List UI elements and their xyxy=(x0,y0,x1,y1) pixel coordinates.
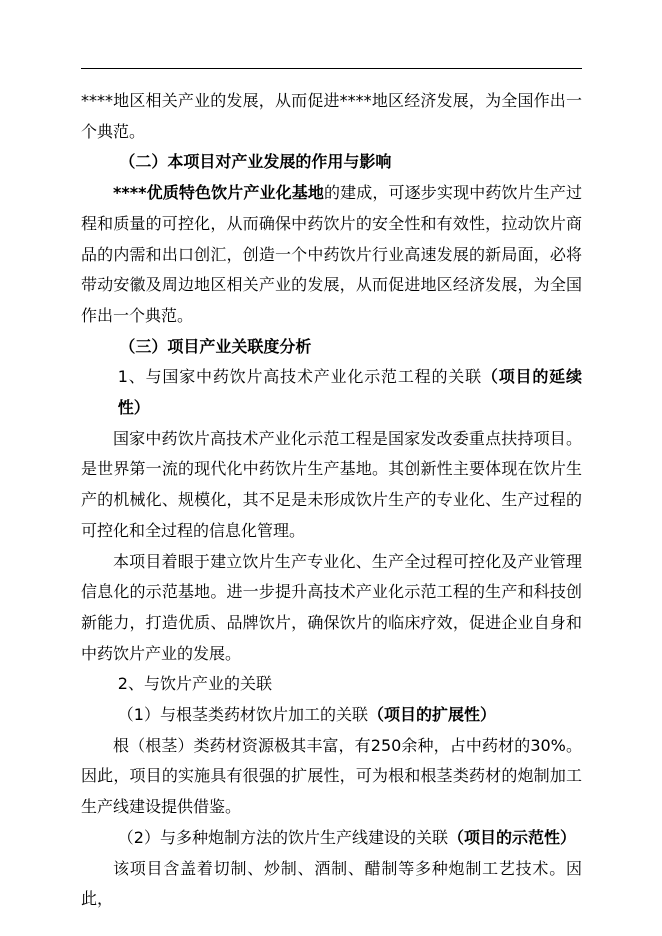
header-rule xyxy=(81,68,582,69)
paragraph-text: 的建成，可逐步实现中药饮片生产过程和质量的可控化，从而确保中药饮片的安全性和有效性，拉动饮片商品的内需和出口创汇，创造一个中药饮片行业高速发展的新局面，必将带动安徽及周边地区相关产业的发展，从而促进地区经济发展，为全国作出一个典范。 xyxy=(81,183,582,325)
section-heading-3 xyxy=(81,332,582,363)
heading-text: （三）项目产业关联度分析 xyxy=(119,336,312,356)
bold-lead-text: ****优质特色饮片产业化基地 xyxy=(113,183,325,203)
paragraph-national-project xyxy=(81,424,582,547)
paragraph-project-focus xyxy=(81,547,582,670)
paragraph-impact xyxy=(81,178,582,332)
paragraph-root-materials xyxy=(81,731,582,823)
section-heading-2 xyxy=(81,147,582,178)
subsection-1-title xyxy=(81,362,582,423)
subsection-text: 2、与饮片产业的关联 xyxy=(117,674,272,694)
paragraph-text: 本项目着眼于建立饮片生产专业化、生产全过程可控化及产业管理信息化的示范基地。进一步提升高技术产业化示范工程的生产和科技创新能力，打造优质、品牌饮片，确保饮片的临床疗效，促进企业自身和中药饮片产业的发展。 xyxy=(81,551,582,663)
paragraph-text: ****地区相关产业的发展，从而促进****地区经济发展，为全国作出一个典范。 xyxy=(81,91,582,141)
subsection-emphasis: （项目的延续性） xyxy=(117,367,582,418)
subsection-emphasis: （项目的扩展性） xyxy=(367,705,496,725)
paragraph-continuation xyxy=(81,86,582,147)
subsection-text: （2）与多种炮制方法的饮片生产线建设的关联 xyxy=(117,827,448,847)
paragraph-text: 该项目含盖着切制、炒制、酒制、醋制等多种炮制工艺技术。因此， xyxy=(81,858,582,909)
subsection-2-2-title xyxy=(81,823,582,854)
document-page xyxy=(81,86,582,915)
subsection-emphasis: （项目的示范性） xyxy=(447,827,576,847)
heading-text: （二）本项目对产业发展的作用与影响 xyxy=(119,152,392,172)
subsection-2-1-title xyxy=(81,700,582,731)
paragraph-text: 根（根茎）类药材资源极其丰富，有250余种，占中药材的30%。因此，项目的实施具有很强的扩展性，可为根和根茎类药材的炮制加工生产线建设提供借鉴。 xyxy=(81,735,582,817)
paragraph-text: 国家中药饮片高技术产业化示范工程是国家发改委重点扶持项目。是世界第一流的现代化中药饮片生产基地。其创新性主要体现在饮片生产的机械化、规模化，其不足是未形成饮片生产的专业化、生产过程的可控化和全过程的信息化管理。 xyxy=(81,428,582,540)
paragraph-processing-methods xyxy=(81,854,582,915)
subsection-text: 1、与国家中药饮片高技术产业化示范工程的关联 xyxy=(117,367,482,387)
subsection-text: （1）与根茎类药材饮片加工的关联 xyxy=(117,705,368,725)
subsection-2-title xyxy=(81,669,582,700)
